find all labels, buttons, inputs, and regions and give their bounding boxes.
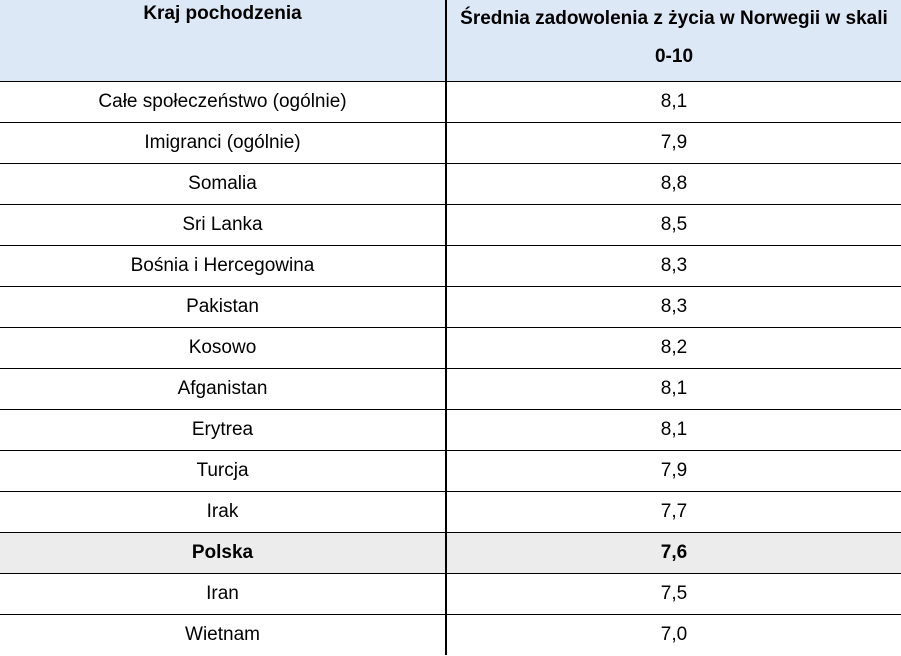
- country-cell: Irak: [0, 492, 446, 533]
- value-cell: 7,9: [446, 451, 901, 492]
- value-cell: 8,1: [446, 410, 901, 451]
- value-cell: 8,1: [446, 369, 901, 410]
- value-cell: 7,7: [446, 492, 901, 533]
- country-cell: Somalia: [0, 164, 446, 205]
- table-row: [0, 123, 901, 164]
- value-cell: 8,1: [446, 82, 901, 123]
- country-cell: Sri Lanka: [0, 205, 446, 246]
- table-row: [0, 574, 901, 615]
- country-cell: Pakistan: [0, 287, 446, 328]
- value-cell: 7,0: [660, 624, 688, 645]
- country-cell: Bośnia i Hercegowina: [0, 246, 446, 287]
- value-cell: 7,6: [446, 533, 901, 574]
- country-cell: Polska: [0, 533, 446, 574]
- table-row: [0, 451, 901, 492]
- header-country: Kraj pochodzenia: [0, 0, 446, 82]
- table-header-row: [0, 0, 901, 82]
- table-row: [0, 492, 901, 533]
- table-row: [0, 410, 901, 451]
- table-row-highlighted: [0, 533, 901, 574]
- country-cell: Turcja: [0, 451, 446, 492]
- value-cell: 7,5: [446, 574, 901, 615]
- header-satisfaction-line2: 0-10: [654, 46, 694, 67]
- country-cell: Imigranci (ogólnie): [0, 123, 446, 164]
- country-cell: Kosowo: [0, 328, 446, 369]
- header-satisfaction-line1: Średnia zadowolenia z życia w Norwegii w skali: [460, 8, 888, 29]
- value-cell: 8,8: [446, 164, 901, 205]
- table-row: [0, 82, 901, 123]
- country-cell: Afganistan: [0, 369, 446, 410]
- table-row: [0, 328, 901, 369]
- country-cell: Iran: [0, 574, 446, 615]
- value-cell: 8,2: [446, 328, 901, 369]
- country-cell: Wietnam: [0, 615, 446, 656]
- value-cell: 7,9: [446, 123, 901, 164]
- table-row: [0, 246, 901, 287]
- value-cell: 8,3: [446, 287, 901, 328]
- table-row: [0, 205, 901, 246]
- country-cell: Erytrea: [0, 410, 446, 451]
- header-satisfaction: [446, 0, 901, 82]
- value-cell: 8,5: [446, 205, 901, 246]
- country-cell: Całe społeczeństwo (ogólnie): [0, 82, 446, 123]
- table-row: [0, 164, 901, 205]
- value-cell: 8,3: [446, 246, 901, 287]
- table-row: [0, 287, 901, 328]
- table-row: [0, 615, 901, 656]
- table-row: [0, 369, 901, 410]
